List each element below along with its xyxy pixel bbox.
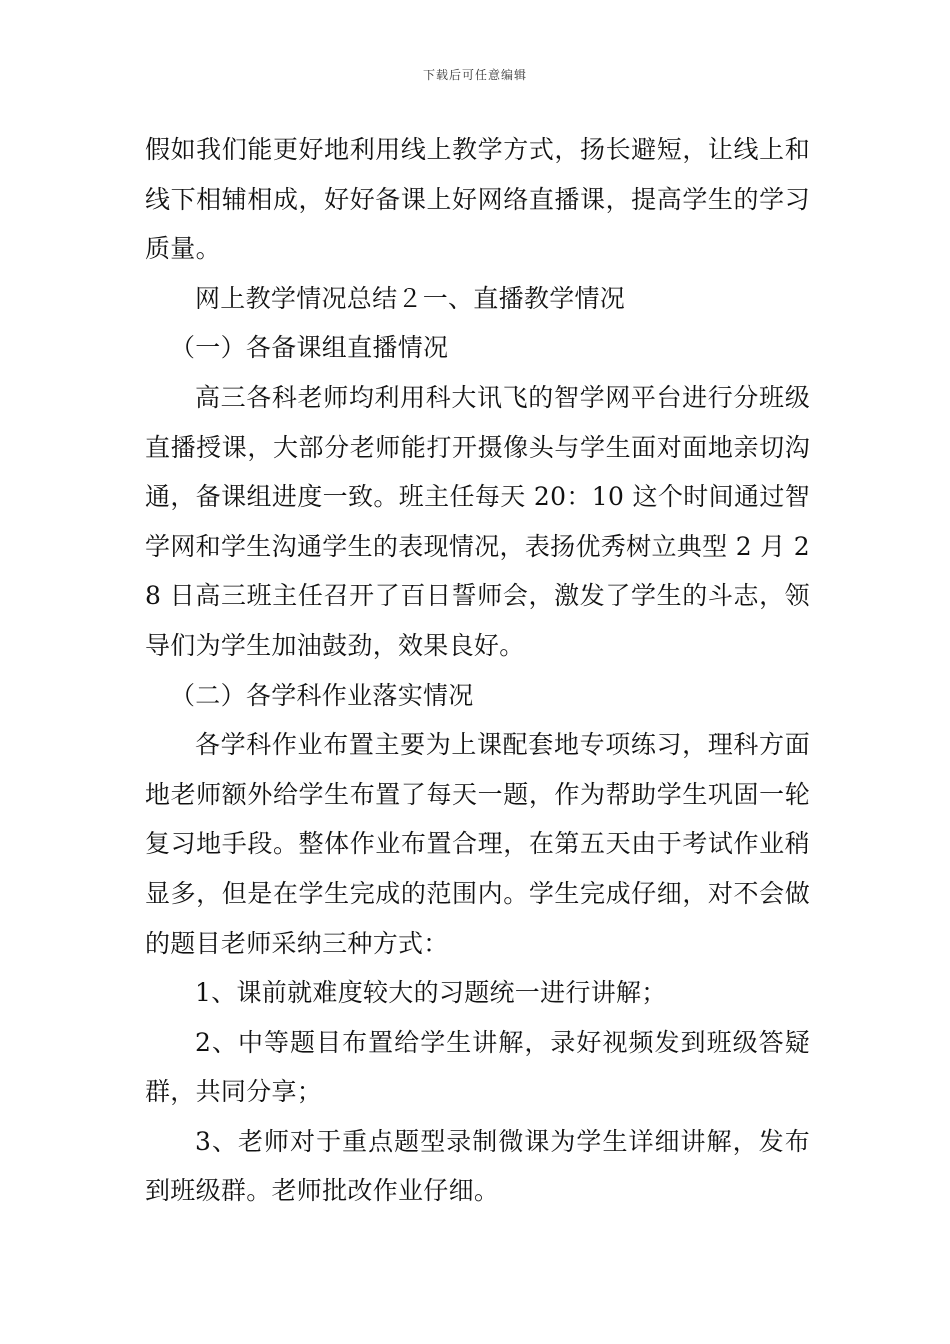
subheading-homework: （二）各学科作业落实情况 [170,680,474,710]
subheading-lesson-groups: （一）各备课组直播情况 [170,333,449,363]
paragraph-live-broadcast: 高三各科老师均利用科大讯飞的智学网平台进行分班级直播授课，大部分老师能打开摄像头与学生面对面地亲切沟通，备课组进度一致。班主任每天 20：10 这个时间通过智学网和学生沟通学生的表现情况，表扬优秀树立典型 2 月 28 日高三班主任召开了百日誓师会，激发了学生的斗志，领导们为学生加油鼓劲，效果良好。 [145,382,810,660]
list-item-method-1: 1、课前就难度较大的习题统一进行讲解； [195,978,667,1008]
paragraph-homework-assignment: 各学科作业布置主要为上课配套地专项练习，理科方面地老师额外给学生布置了每天一题，作为帮助学生巩固一轮复习地手段。整体作业布置合理，在第五天由于考试作业稍显多，但是在学生完成的范围内。学生完成仔细，对不会做的题目老师采纳三种方式： [145,730,810,958]
list-item-method-2: 2、中等题目布置给学生讲解，录好视频发到班级答疑群，共同分享； [145,1027,810,1107]
section-heading-live-teaching: 网上教学情况总结２一、直播教学情况 [195,283,626,313]
document-body [145,125,810,1216]
paragraph-summary-conclusion: 假如我们能更好地利用线上教学方式，扬长避短，让线上和线下相辅相成，好好备课上好网络直播课，提高学生的学习质量。 [145,135,810,264]
page-header-note: 下载后可任意编辑 [422,68,527,82]
list-item-method-3: 3、老师对于重点题型录制微课为学生详细讲解，发布到班级群。老师批改作业仔细。 [145,1126,810,1206]
